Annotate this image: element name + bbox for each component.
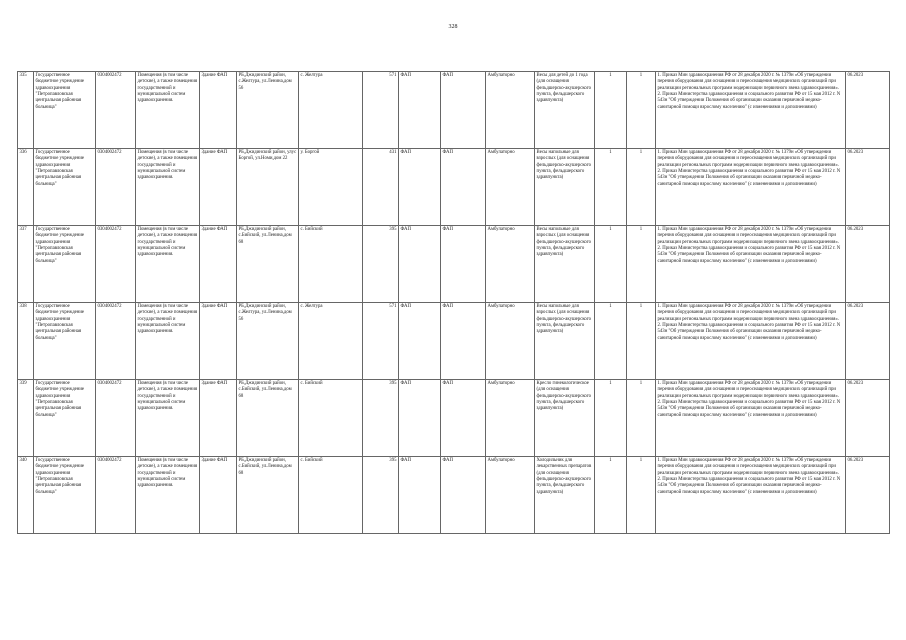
quantity-required-cell: 1 <box>595 457 627 534</box>
equipment-name-cell: Весы напольные для взрослых (для оснащения фельдшерско-акушерского пункта, фельдшерского здравпункта) <box>535 226 595 303</box>
legal-basis-cell: 1. Приказ Мин здравоохранения РФ от 28 декабря 2020 г. № 1379н «Об утверждении перечня оборудования для оснащения и переоснащения медицинских организаций при реализации региональных программ модернизации первичного звена здравоохранения». 2. Приказ Министерства здравоохранения и социального развития РФ от 15 мая 2012 г. N 543н "Об утверждении Положения об организации оказания первичной медико-санитарной помощи взрослому населению" (с изменениями и дополнениями) <box>656 226 846 303</box>
premises-type-cell: Помещения (в том числе детские), а также помещения государственной и муниципальной систем здравоохранения. <box>136 226 200 303</box>
premises-type-cell: Помещения (в том числе детские), а также помещения государственной и муниципальной систем здравоохранения. <box>136 380 200 457</box>
row-number-cell: 337 <box>18 226 34 303</box>
care-form-cell: Амбулаторно <box>486 380 535 457</box>
facility-type-cell: ФАП <box>399 226 441 303</box>
address-cell: РБ,Джидинский район, с.Бийский, ул.Ленина,дом 68 <box>237 226 299 303</box>
facility-subtype-cell: ФАП <box>441 303 486 380</box>
row-number-cell: 336 <box>18 149 34 226</box>
page-number: 328 <box>448 24 458 30</box>
row-number-cell: 338 <box>18 303 34 380</box>
equipment-name-cell: Весы напольные для взрослых (для оснащения фельдшерско-акушерского пункта, фельдшерского здравпункта) <box>535 303 595 380</box>
address-cell: РБ,Джидинский район, с.Бийский, ул.Ленина,дом 68 <box>237 457 299 534</box>
quantity-required-cell: 1 <box>595 226 627 303</box>
facility-type-cell: ФАП <box>399 380 441 457</box>
building-cell: Здание ФАП <box>200 226 237 303</box>
quantity-planned-cell: 1 <box>627 380 656 457</box>
inn-cell: 0304002472 <box>96 226 136 303</box>
deadline-cell: 06.2023 <box>846 72 890 149</box>
legal-basis-cell: 1. Приказ Мин здравоохранения РФ от 28 декабря 2020 г. № 1379н «Об утверждении перечня оборудования для оснащения и переоснащения медицинских организаций при реализации региональных программ модернизации первичного звена здравоохранения». 2. Приказ Министерства здравоохранения и социального развития РФ от 15 мая 2012 г. N 543н "Об утверждении Положения об организации оказания первичной медико-санитарной помощи взрослому населению" (с изменениями и дополнениями) <box>656 72 846 149</box>
organization-name-cell: Государственное бюджетное учреждение здравоохранения "Петропавловская центральная районная больница" <box>34 457 96 534</box>
address-cell: РБ,Джидинский район, с.Желтура, ул.Ленина,дом 56 <box>237 303 299 380</box>
settlement-cell: с. Бийский <box>299 457 363 534</box>
organization-name-cell: Государственное бюджетное учреждение здравоохранения "Петропавловская центральная районная больница" <box>34 149 96 226</box>
care-form-cell: Амбулаторно <box>486 303 535 380</box>
quantity-required-cell: 1 <box>595 149 627 226</box>
premises-type-cell: Помещения (в том числе детские), а также помещения государственной и муниципальной систем здравоохранения. <box>136 72 200 149</box>
premises-type-cell: Помещения (в том числе детские), а также помещения государственной и муниципальной систем здравоохранения. <box>136 303 200 380</box>
settlement-cell: с. Бийский <box>299 380 363 457</box>
care-form-cell: Амбулаторно <box>486 457 535 534</box>
quantity-required-cell: 1 <box>595 303 627 380</box>
legal-basis-cell: 1. Приказ Мин здравоохранения РФ от 28 декабря 2020 г. № 1379н «Об утверждении перечня оборудования для оснащения и переоснащения медицинских организаций при реализации региональных программ модернизации первичного звена здравоохранения». 2. Приказ Министерства здравоохранения и социального развития РФ от 15 мая 2012 г. N 543н "Об утверждении Положения об организации оказания первичной медико-санитарной помощи взрослому населению" (с изменениями и дополнениями) <box>656 380 846 457</box>
quantity-planned-cell: 1 <box>627 226 656 303</box>
address-cell: РБ,Джидинский район, с.Желтура, ул.Ленина,дом 56 <box>237 72 299 149</box>
premises-type-cell: Помещения (в том числе детские), а также помещения государственной и муниципальной систем здравоохранения. <box>136 149 200 226</box>
facility-subtype-cell: ФАП <box>441 380 486 457</box>
organization-name-cell: Государственное бюджетное учреждение здравоохранения "Петропавловская центральная районная больница" <box>34 303 96 380</box>
settlement-cell: у. Боргой <box>299 149 363 226</box>
quantity-required-cell: 1 <box>595 72 627 149</box>
register-body <box>18 72 890 534</box>
legal-basis-cell: 1. Приказ Мин здравоохранения РФ от 28 декабря 2020 г. № 1379н «Об утверждении перечня оборудования для оснащения и переоснащения медицинских организаций при реализации региональных программ модернизации первичного звена здравоохранения». 2. Приказ Министерства здравоохранения и социального развития РФ от 15 мая 2012 г. N 543н "Об утверждении Положения об организации оказания первичной медико-санитарной помощи взрослому населению" (с изменениями и дополнениями) <box>656 457 846 534</box>
facility-type-cell: ФАП <box>399 149 441 226</box>
organization-name-cell: Государственное бюджетное учреждение здравоохранения "Петропавловская центральная районная больница" <box>34 72 96 149</box>
table-row <box>18 226 890 303</box>
quantity-planned-cell: 1 <box>627 303 656 380</box>
equipment-name-cell: Холодильник для лекарственных препаратов (для оснащения фельдшерско-акушерского пункта, фельдшерского здравпункта) <box>535 457 595 534</box>
inn-cell: 0304002472 <box>96 380 136 457</box>
table-row <box>18 303 890 380</box>
row-number-cell: 340 <box>18 457 34 534</box>
building-cell: Здание ФАП <box>200 72 237 149</box>
deadline-cell: 06.2023 <box>846 303 890 380</box>
deadline-cell: 06.2023 <box>846 380 890 457</box>
inn-cell: 0304002472 <box>96 149 136 226</box>
table-row <box>18 149 890 226</box>
quantity-planned-cell: 1 <box>627 72 656 149</box>
deadline-cell: 06.2023 <box>846 149 890 226</box>
deadline-cell: 06.2023 <box>846 226 890 303</box>
building-cell: Здание ФАП <box>200 149 237 226</box>
equipment-name-cell: Весы напольные для взрослых (для оснащения фельдшерско-акушерского пункта, фельдшерского здравпункта) <box>535 149 595 226</box>
inn-cell: 0304002472 <box>96 303 136 380</box>
facility-type-cell: ФАП <box>399 457 441 534</box>
register-table <box>17 71 890 534</box>
address-cell: РБ,Джидинский район, с.Бийский, ул.Ленина,дом 68 <box>237 380 299 457</box>
facility-subtype-cell: ФАП <box>441 72 486 149</box>
row-number-cell: 335 <box>18 72 34 149</box>
building-cell: Здание ФАП <box>200 303 237 380</box>
organization-name-cell: Государственное бюджетное учреждение здравоохранения "Петропавловская центральная районная больница" <box>34 380 96 457</box>
facility-subtype-cell: ФАП <box>441 149 486 226</box>
settlement-cell: с. Бийский <box>299 226 363 303</box>
inn-cell: 0304002472 <box>96 457 136 534</box>
population-cell: 395 <box>363 457 399 534</box>
facility-subtype-cell: ФАП <box>441 226 486 303</box>
population-cell: 395 <box>363 226 399 303</box>
equipment-name-cell: Весы для детей до 1 года (для оснащения фельдшерско-акушерского пункта, фельдшерского здравпункта) <box>535 72 595 149</box>
table-row <box>18 380 890 457</box>
facility-type-cell: ФАП <box>399 303 441 380</box>
equipment-name-cell: Кресло гинекологическое (для оснащения фельдшерско-акушерского пункта, фельдшерского здравпункта) <box>535 380 595 457</box>
table-row <box>18 72 890 149</box>
population-cell: 571 <box>363 72 399 149</box>
care-form-cell: Амбулаторно <box>486 149 535 226</box>
table-row <box>18 457 890 534</box>
care-form-cell: Амбулаторно <box>486 72 535 149</box>
building-cell: Здание ФАП <box>200 380 237 457</box>
facility-subtype-cell: ФАП <box>441 457 486 534</box>
legal-basis-cell: 1. Приказ Мин здравоохранения РФ от 28 декабря 2020 г. № 1379н «Об утверждении перечня оборудования для оснащения и переоснащения медицинских организаций при реализации региональных программ модернизации первичного звена здравоохранения». 2. Приказ Министерства здравоохранения и социального развития РФ от 15 мая 2012 г. N 543н "Об утверждении Положения об организации оказания первичной медико-санитарной помощи взрослому населению" (с изменениями и дополнениями) <box>656 149 846 226</box>
organization-name-cell: Государственное бюджетное учреждение здравоохранения "Петропавловская центральная районная больница" <box>34 226 96 303</box>
settlement-cell: с. Желтура <box>299 72 363 149</box>
building-cell: Здание ФАП <box>200 457 237 534</box>
inn-cell: 0304002472 <box>96 72 136 149</box>
quantity-required-cell: 1 <box>595 380 627 457</box>
quantity-planned-cell: 1 <box>627 457 656 534</box>
legal-basis-cell: 1. Приказ Мин здравоохранения РФ от 28 декабря 2020 г. № 1379н «Об утверждении перечня оборудования для оснащения и переоснащения медицинских организаций при реализации региональных программ модернизации первичного звена здравоохранения». 2. Приказ Министерства здравоохранения и социального развития РФ от 15 мая 2012 г. N 543н "Об утверждении Положения об организации оказания первичной медико-санитарной помощи взрослому населению" (с изменениями и дополнениями) <box>656 303 846 380</box>
address-cell: РБ,Джидинский район, улус Боргой, ул.Номи,дом 22 <box>237 149 299 226</box>
population-cell: 395 <box>363 380 399 457</box>
quantity-planned-cell: 1 <box>627 149 656 226</box>
settlement-cell: с. Желтура <box>299 303 363 380</box>
population-cell: 571 <box>363 303 399 380</box>
deadline-cell: 06.2023 <box>846 457 890 534</box>
population-cell: 431 <box>363 149 399 226</box>
premises-type-cell: Помещения (в том числе детские), а также помещения государственной и муниципальной систем здравоохранения. <box>136 457 200 534</box>
row-number-cell: 339 <box>18 380 34 457</box>
facility-type-cell: ФАП <box>399 72 441 149</box>
care-form-cell: Амбулаторно <box>486 226 535 303</box>
